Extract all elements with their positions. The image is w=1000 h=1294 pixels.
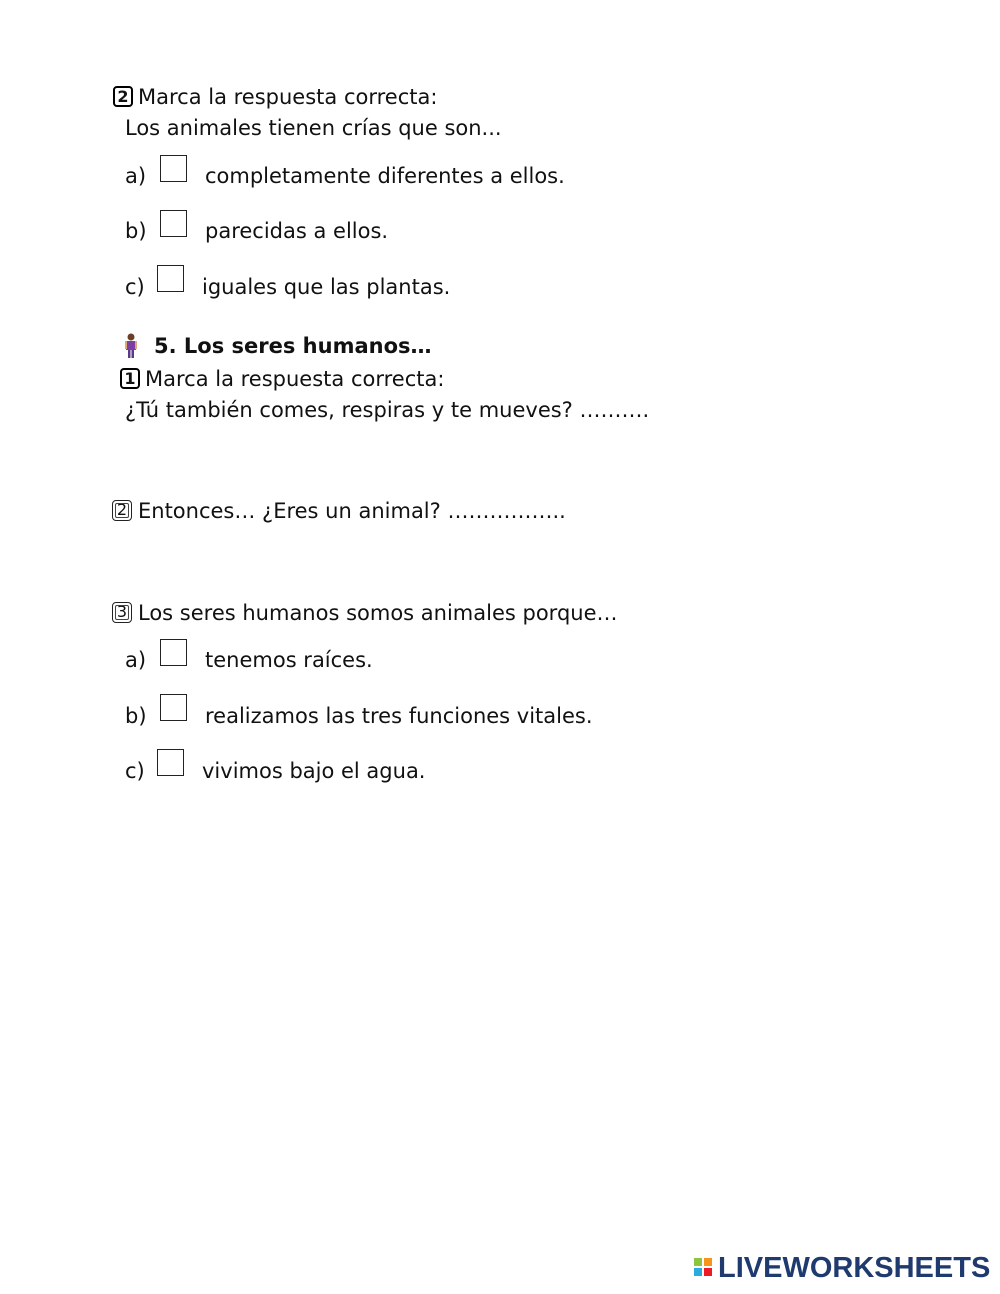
question-number-badge: 2: [112, 500, 132, 521]
person-icon: [122, 333, 140, 359]
question-prompt: Los seres humanos somos animales porque…: [138, 601, 618, 625]
liveworksheets-logo[interactable]: LIVEWORKSHEETS: [718, 1252, 991, 1284]
question-number-badge: 2: [113, 86, 133, 107]
answer-checkbox[interactable]: [160, 639, 187, 666]
option-text: tenemos raíces.: [205, 648, 373, 672]
liveworksheets-logo-icon: [694, 1258, 716, 1280]
answer-checkbox[interactable]: [160, 210, 187, 237]
option-text: vivimos bajo el agua.: [202, 759, 426, 783]
option-letter: c): [125, 759, 145, 783]
option-letter: a): [125, 648, 147, 672]
answer-checkbox[interactable]: [160, 155, 187, 182]
answer-checkbox[interactable]: [157, 265, 184, 292]
question-text: Entonces… ¿Eres un animal? ……………..: [138, 499, 566, 523]
question-prompt: Marca la respuesta correcta:: [145, 367, 445, 391]
option-text: parecidas a ellos.: [205, 219, 389, 243]
answer-checkbox[interactable]: [160, 694, 187, 721]
option-text: iguales que las plantas.: [202, 275, 451, 299]
question-text: ¿Tú también comes, respiras y te mueves? ……….: [125, 398, 650, 422]
option-text: completamente diferentes a ellos.: [205, 164, 565, 188]
answer-checkbox[interactable]: [157, 749, 184, 776]
option-text: realizamos las tres funciones vitales.: [205, 704, 593, 728]
option-letter: b): [125, 219, 147, 243]
question-number-badge: 3: [112, 602, 132, 623]
question-number-badge: 1: [120, 368, 140, 389]
section-title: 5. Los seres humanos…: [154, 334, 432, 358]
option-letter: c): [125, 275, 145, 299]
option-letter: a): [125, 164, 147, 188]
question-stem: Los animales tienen crías que son...: [125, 116, 502, 140]
option-letter: b): [125, 704, 147, 728]
question-prompt: Marca la respuesta correcta:: [138, 85, 438, 109]
